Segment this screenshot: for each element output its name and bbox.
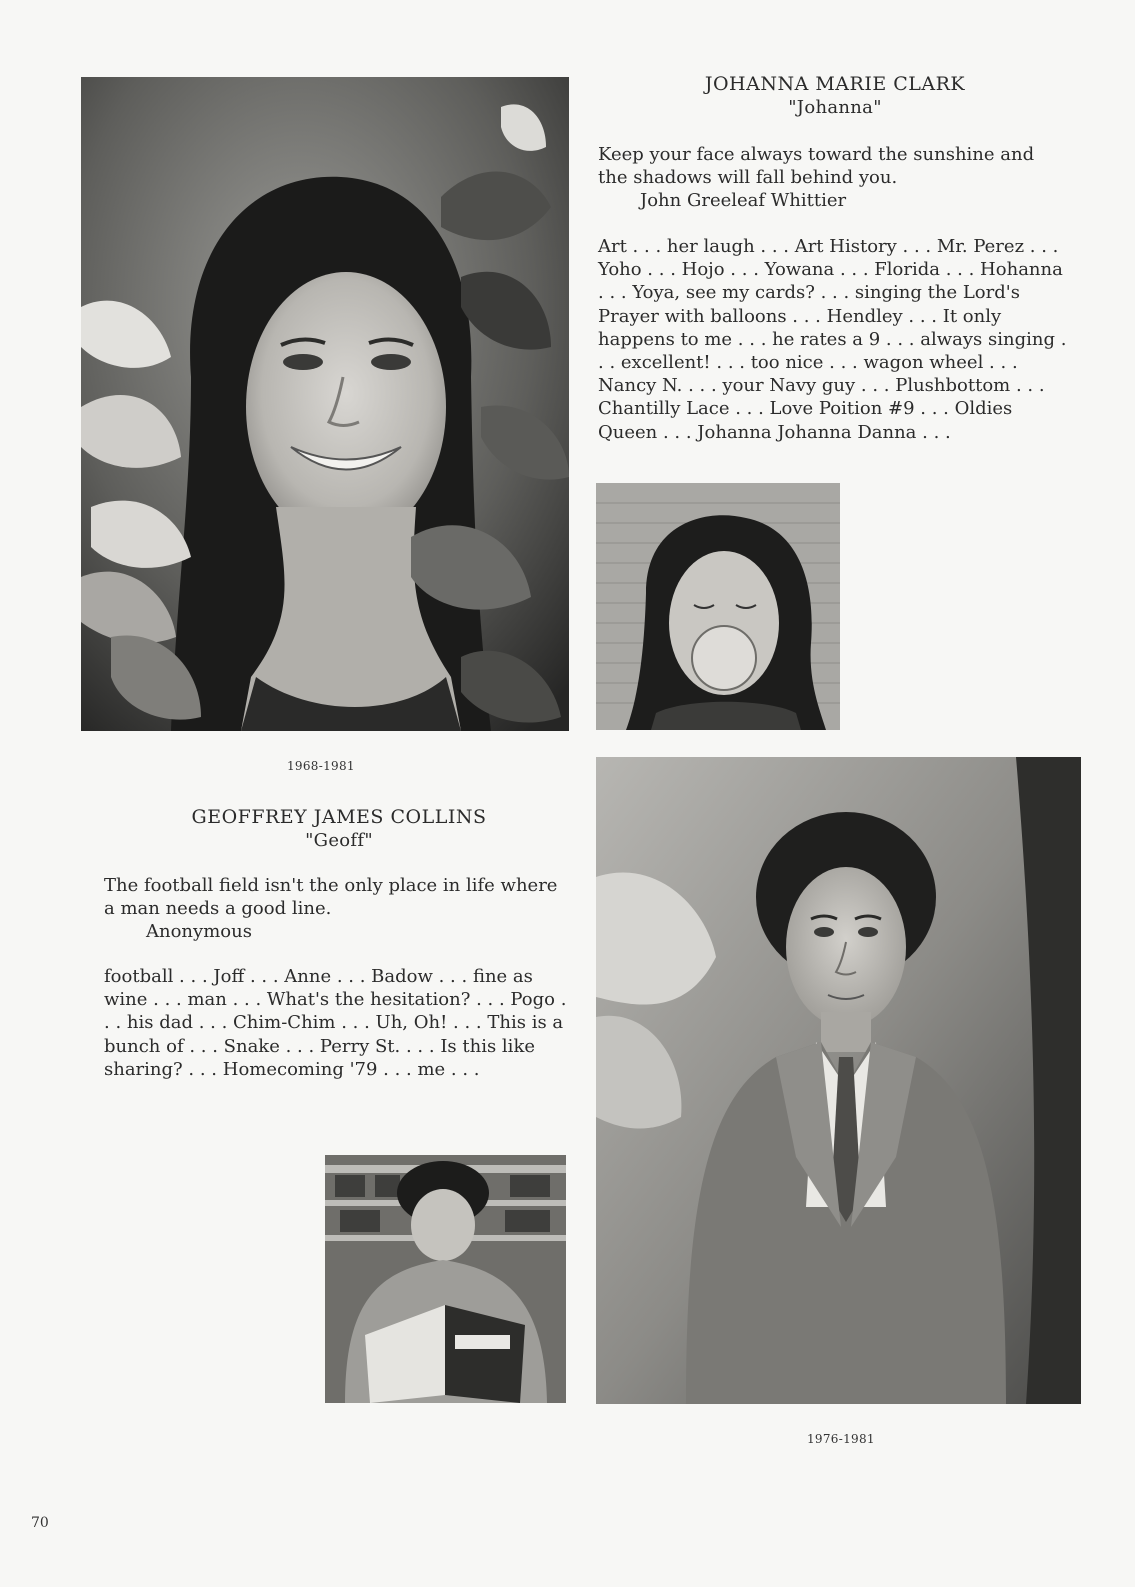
johanna-years: 1968-1981 <box>287 759 355 773</box>
johanna-quote-block <box>598 143 1058 212</box>
geoffrey-quote-author: Anonymous <box>146 921 252 942</box>
geoffrey-nickname: "Geoff" <box>305 830 373 851</box>
johanna-name: JOHANNA MARIE CLARK <box>704 73 966 95</box>
geoffrey-name-block <box>104 805 574 853</box>
johanna-candid-photo <box>596 483 840 730</box>
johanna-portrait-photo <box>81 77 569 731</box>
johanna-quote: Keep your face always toward the sunshine and the shadows will fall behind you. <box>598 144 1035 188</box>
page-number: 70 <box>31 1515 49 1531</box>
johanna-quote-author: John Greeleaf Whittier <box>640 190 847 211</box>
geoffrey-quote: The football field isn't the only place in life where a man needs a good line. <box>104 875 558 919</box>
geoffrey-name: GEOFFREY JAMES COLLINS <box>191 806 487 828</box>
geoffrey-quote-block <box>104 874 569 943</box>
johanna-nickname: "Johanna" <box>788 97 882 118</box>
johanna-memories: Art . . . her laugh . . . Art History . . . Mr. Perez . . . Yoho . . . Hojo . . . Yowana . . . Florida . . . Hohanna . . . Yoya, see my cards? . . . singing the Lord's Prayer with balloons . . . Hendley . . . It only happens to me . . . he rates a 9 . . . always singing . . . excellent! . . . too nice . . . wagon wheel . . . Nancy N. . . . your Navy guy . . . Plushbottom . . . Chantilly Lace . . . Love Poition #9 . . . Oldies Queen . . . Johanna Johanna Danna . . . <box>598 236 1067 443</box>
johanna-name-block <box>600 72 1070 120</box>
geoffrey-candid-photo <box>325 1155 566 1403</box>
geoffrey-portrait-photo <box>596 757 1081 1404</box>
geoffrey-years: 1976-1981 <box>807 1432 875 1446</box>
geoffrey-memories: football . . . Joff . . . Anne . . . Badow . . . fine as wine . . . man . . . What's the hesitation? . . . Pogo . . . his dad . . . Chim-Chim . . . Uh, Oh! . . . This is a bunch of . . . Snake . . . Perry St. . . . Is this like sharing? . . . Homecoming '79 . . . me . . . <box>104 966 567 1080</box>
